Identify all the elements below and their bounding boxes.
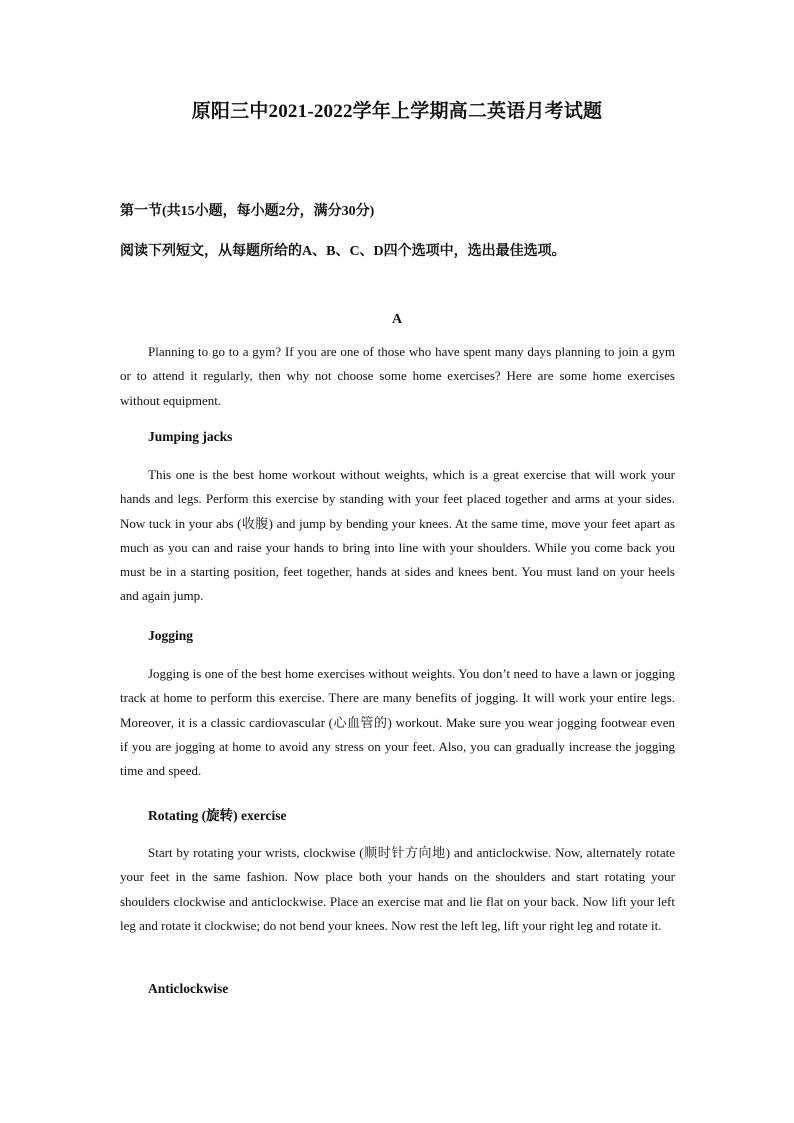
subheading-anticlockwise: Anticlockwise xyxy=(148,981,229,996)
paragraph-jumping-jacks: This one is the best home workout without weights, which is a great exercise that will work your hands and legs. Perform this exercise by standing with your feet placed together and arms at your sides. Now tuck in your abs (收腹) and jump by bending your knees. At the same time, move your feet apart as much as you can and raise your hands to bring into line with your shoulders. While you come back you must be in a starting position, feet together, hands at sides and knees bent. You must land on your heels and again jump. xyxy=(120,467,675,604)
subheading-jumping-jacks: Jumping jacks xyxy=(148,429,233,444)
subheading-rotating-exercise: Rotating (旋转) exercise xyxy=(148,808,287,823)
intro-paragraph: Planning to go to a gym? If you are one of those who have spent many days planning to join a gym or to attend it regularly, then why not choose some home exercises? Here are some home exercises without equipment. xyxy=(120,344,675,408)
subheading-jogging: Jogging xyxy=(148,628,194,643)
paragraph-rotating-exercise: Start by rotating your wrists, clockwise (顺时针方向地) and anticlockwise. Now, alternately rotate your feet in the same fashion. Now place both your hands on the shoulders and start rotating your shoulders clockwise and anticlockwise. Place an exercise mat and lie flat on your back. Now lift your left leg and rotate it clockwise; do not bend your knees. Now rest the left leg, lift your right leg and rotate it. xyxy=(120,845,675,933)
passage-label: A xyxy=(391,312,403,327)
instructions: 阅读下列短文，从每题所给的A、B、C、D四个选项中，选出最佳选项。 xyxy=(120,244,566,259)
section-heading: 第一节(共15小题，每小题2分，满分30分) xyxy=(120,204,375,219)
paragraph-jogging: Jogging is one of the best home exercises without weights. You don’t need to have a lawn or jogging track at home to perform this exercise. There are many benefits of jogging. It will work your entire legs. Moreover, it is a classic cardiovascular (心血管的) workout. Make sure you wear jogging footwear even if you are jogging at home to avoid any stress on your feet. Also, you can gradually increase the jogging time and speed. xyxy=(120,666,675,779)
page-title: 原阳三中2021-2022学年上学期高二英语月考试题 xyxy=(191,101,603,122)
